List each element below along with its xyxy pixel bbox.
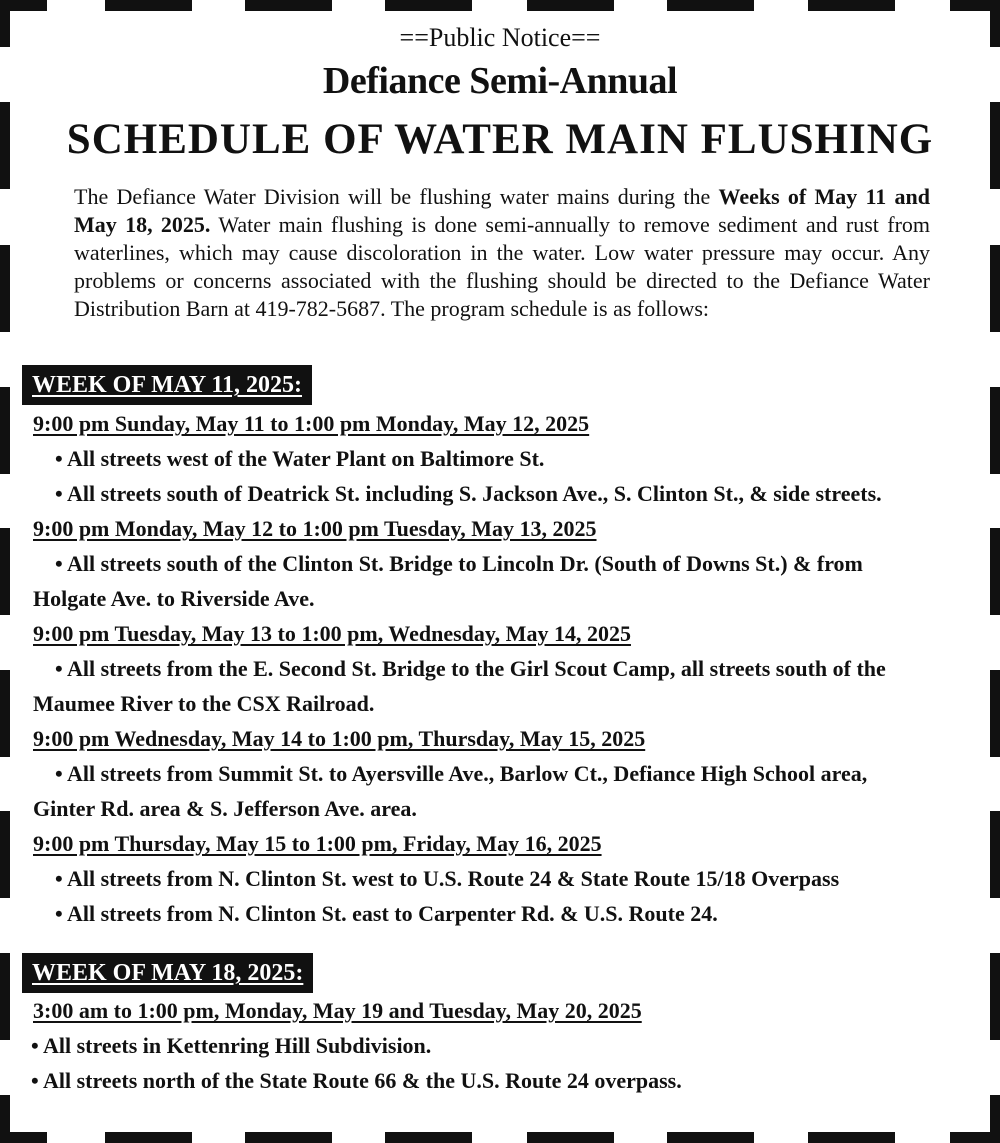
notice-kicker: ==Public Notice== [399,23,601,52]
schedule-date: 9:00 pm Wednesday, May 14 to 1:00 pm, Thursday, May 15, 2025 [33,726,646,751]
border-dash [990,387,1000,474]
week-heading-label: WEEK OF MAY 18, 2025: [32,960,304,986]
schedule-date: 9:00 pm Thursday, May 15 to 1:00 pm, Friday, May 16, 2025 [33,831,602,856]
border-dash [990,1095,1000,1143]
schedule-item-continued: Holgate Ave. to Riverside Ave. [33,586,315,611]
border-dash [527,1132,614,1143]
border-dash [0,670,10,757]
border-dash [667,1132,754,1143]
intro-paragraph [74,183,930,323]
border-dash [245,0,332,11]
schedule-date: 9:00 pm Monday, May 12 to 1:00 pm Tuesday, May 13, 2025 [33,516,597,541]
border-dash [0,811,10,898]
notice-heading: SCHEDULE OF WATER MAIN FLUSHING [66,116,934,163]
schedule-item-continued: Maumee River to the CSX Railroad. [33,691,375,716]
border-dash [0,528,10,615]
border-dash [808,1132,895,1143]
schedule-item: • All streets south of the Clinton St. Bridge to Lincoln Dr. (South of Downs St.) & from [55,551,863,576]
schedule-item: • All streets south of Deatrick St. including S. Jackson Ave., S. Clinton St., & side streets. [55,481,882,506]
intro-text: Water main flushing is done semi-annually to remove sediment and rust from waterlines, which may cause discoloration in the water. Low water pressure may occur. Any problems or concerns associated with the flushing should be directed to the Defiance Water Distribution Barn at 419-782-5687. The program schedule is as follows: [74,212,931,321]
notice-title: Defiance Semi-Annual [322,60,678,102]
schedule-item: • All streets west of the Water Plant on Baltimore St. [55,446,545,471]
border-dash [527,0,614,11]
schedule-date: 9:00 pm Tuesday, May 13 to 1:00 pm, Wednesday, May 14, 2025 [33,621,631,646]
week-2-schedule [33,993,983,1098]
schedule-item: • All streets from N. Clinton St. east to Carpenter Rd. & U.S. Route 24. [55,901,718,926]
border-dash [990,670,1000,757]
border-dash [0,953,10,1040]
schedule-item: • All streets north of the State Route 66 & the U.S. Route 24 overpass. [31,1068,682,1093]
schedule-item: • All streets from Summit St. to Ayersville Ave., Barlow Ct., Defiance High School area, [55,761,868,786]
border-dash [990,528,1000,615]
schedule-item-continued: Ginter Rd. area & S. Jefferson Ave. area. [33,796,417,821]
week-heading [22,953,313,993]
border-dash [0,1095,10,1143]
week-heading [22,365,312,405]
border-dash [808,0,895,11]
border-dash [990,811,1000,898]
week-heading-label: WEEK OF MAY 11, 2025: [32,372,303,398]
week-1-schedule [33,406,983,931]
border-dash [385,1132,472,1143]
border-dash [105,0,192,11]
schedule-item: • All streets from N. Clinton St. west to U.S. Route 24 & State Route 15/18 Overpass [55,866,840,891]
schedule-date: 3:00 am to 1:00 pm, Monday, May 19 and Tuesday, May 20, 2025 [33,998,642,1023]
intro-weeks-highlight: Weeks of May 11 and May 18, 2025. [74,184,930,237]
border-dash [667,0,754,11]
border-dash [990,245,1000,332]
border-dash [385,0,472,11]
schedule-item: • All streets from the E. Second St. Bridge to the Girl Scout Camp, all streets south of the [55,656,886,681]
border-dash [105,1132,192,1143]
border-dash [245,1132,332,1143]
border-dash [0,245,10,332]
border-dash [0,387,10,474]
schedule-date: 9:00 pm Sunday, May 11 to 1:00 pm Monday, May 12, 2025 [33,411,590,436]
border-dash [990,953,1000,1040]
schedule-item: • All streets in Kettenring Hill Subdivision. [31,1033,432,1058]
intro-text: The Defiance Water Division will be flushing water mains during the [74,184,719,209]
